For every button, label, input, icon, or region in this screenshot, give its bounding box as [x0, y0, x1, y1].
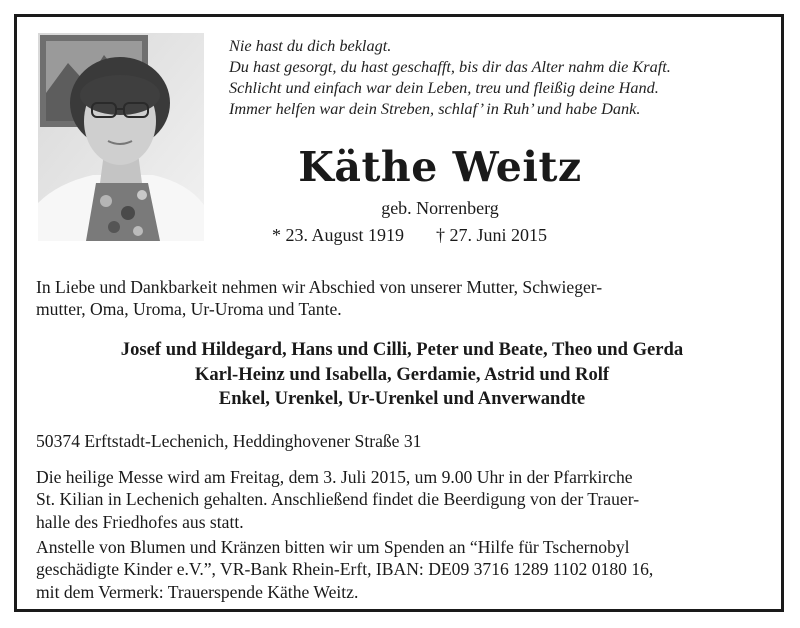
mass-announcement	[36, 466, 768, 533]
mourners-list	[36, 338, 768, 412]
birth-date: * 23. August 1919	[272, 225, 405, 245]
address	[36, 430, 768, 452]
donation-line: geschädigte Kinder e.V.”, VR-Bank Rhein-Erft, IBAN: DE09 3716 1289 1102 0180 16,	[36, 559, 654, 580]
deceased-name: Käthe Weitz	[298, 143, 582, 191]
maiden-name: geb. Norrenberg	[381, 198, 499, 218]
farewell-line: mutter, Oma, Uroma, Ur-Uroma und Tante.	[36, 299, 342, 320]
mourners-line: Enkel, Urenkel, Ur-Urenkel und Anverwandte	[218, 388, 586, 409]
poem-line: Schlicht und einfach war dein Leben, treu und fleißig deine Hand.	[229, 78, 659, 97]
poem-line: Du hast gesorgt, du hast geschafft, bis dir das Alter nahm die Kraft.	[229, 57, 671, 76]
farewell-text	[36, 276, 768, 321]
mourners-line: Josef und Hildegard, Hans und Cilli, Peter und Beate, Theo und Gerda	[120, 339, 684, 360]
portrait-photo	[38, 33, 204, 241]
mourners-line: Karl-Heinz und Isabella, Gerdamie, Astrid und Rolf	[194, 363, 610, 385]
death-date: † 27. Juni 2015	[436, 225, 548, 245]
donation-request	[36, 536, 768, 603]
farewell-line: In Liebe und Dankbarkeit nehmen wir Abschied von unserer Mutter, Schwieger-	[36, 277, 603, 297]
portrait-image	[38, 33, 204, 241]
donation-line: Anstelle von Blumen und Kränzen bitten wir um Spenden an “Hilfe für Tschernobyl	[36, 537, 630, 557]
mass-line: St. Kilian in Lechenich gehalten. Anschließend findet die Beerdigung von der Trauer-	[36, 489, 640, 510]
poem	[229, 35, 774, 119]
life-dates	[272, 224, 547, 246]
donation-line: mit dem Vermerk: Trauerspende Käthe Weitz.	[36, 581, 359, 602]
mass-line: Die heilige Messe wird am Freitag, dem 3. Juli 2015, um 9.00 Uhr in der Pfarrkirche	[36, 467, 633, 487]
address-line: 50374 Erftstadt-Lechenich, Heddinghovener Straße 31	[36, 431, 422, 451]
mass-line: halle des Friedhofes aus statt.	[36, 511, 244, 532]
poem-line: Immer helfen war dein Streben, schlaf’ in Ruh’ und habe Dank.	[229, 99, 641, 118]
poem-line: Nie hast du dich beklagt.	[229, 36, 392, 55]
